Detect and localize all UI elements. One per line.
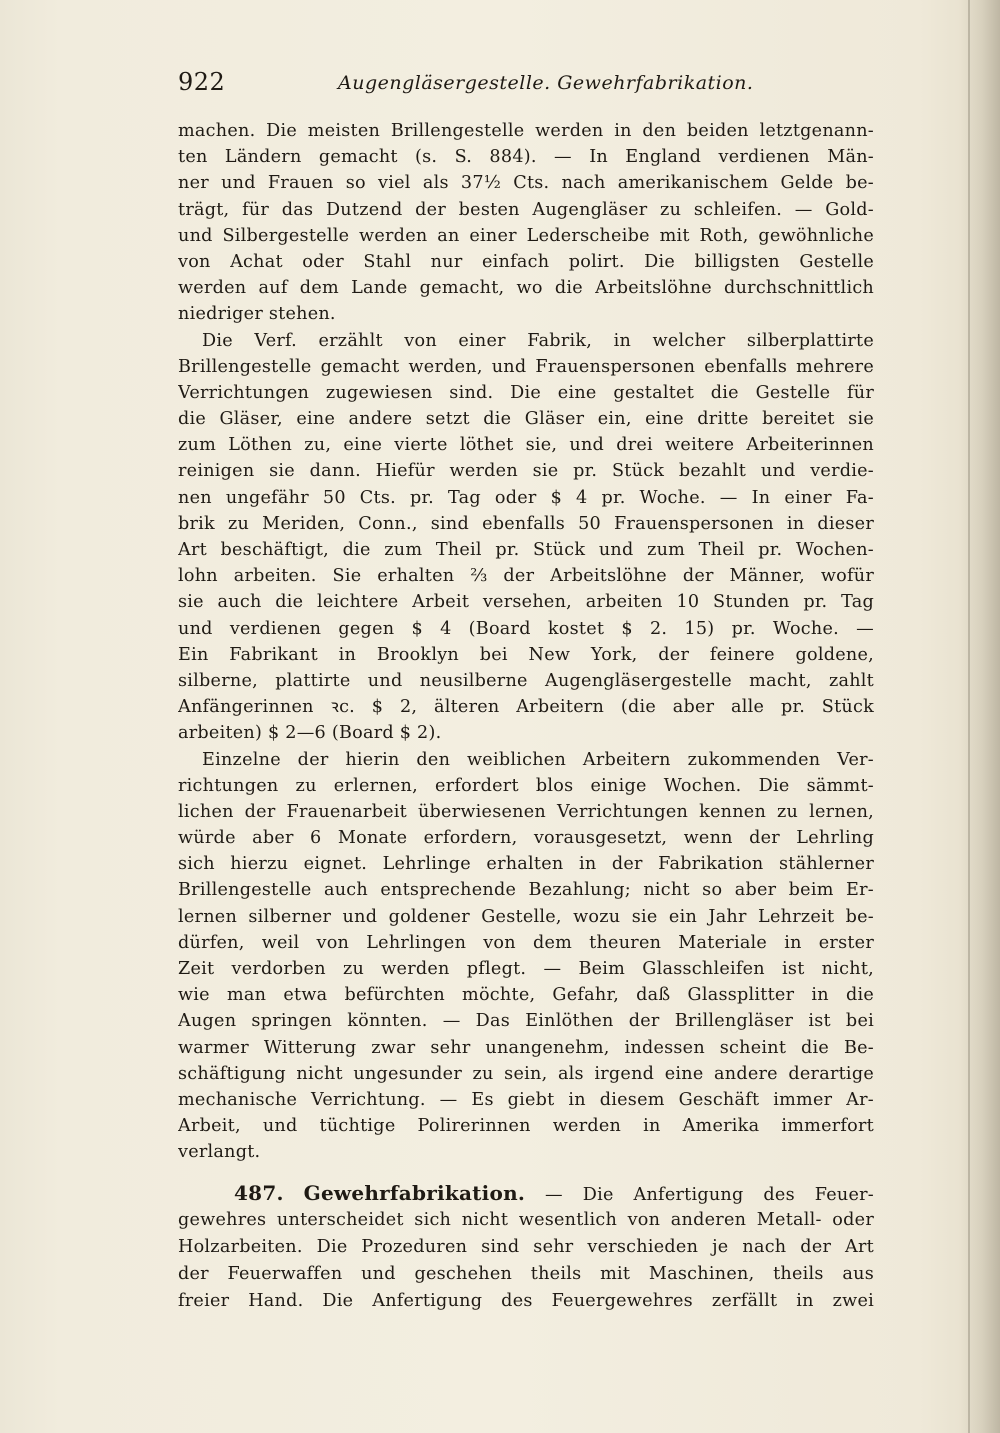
- text-line: Zeit verdorben zu werden pflegt. — Beim Glasschleifen ist nicht,: [178, 959, 874, 979]
- text-line: schäftigung nicht ungesunder zu sein, als irgend eine andere derartige: [178, 1063, 874, 1084]
- text-line: Brillengestelle gemacht werden, und Frauenspersonen ebenfalls mehrere: [178, 356, 874, 377]
- page-header: [178, 68, 878, 104]
- text-line: silberne, plattirte und neusilberne Augengläsergestelle macht, zahlt: [178, 670, 874, 691]
- text-line: sich hierzu eignet. Lehrlinge erhalten in der Fabrikation stählerner: [178, 854, 874, 875]
- text-line: und verdienen gegen $ 4 (Board kostet $ 2. 15) pr. Woche. —: [178, 618, 874, 639]
- text-line: lernen silberner und goldener Gestelle, wozu sie ein Jahr Lehrzeit be-: [178, 906, 874, 927]
- text-line: die Gläser, eine andere setzt die Gläser ein, eine dritte bereitet sie: [178, 409, 874, 430]
- text-line: zum Löthen zu, eine vierte löthet sie, und drei weitere Arbeiterinnen: [178, 435, 874, 456]
- text-line: dürfen, weil von Lehrlingen von dem theuren Materiale in erster: [178, 932, 874, 953]
- text-line: lohn arbeiten. Sie erhalten ⅔ der Arbeitslöhne der Männer, wofür: [178, 566, 874, 587]
- text-line: richtungen zu erlernen, erfordert blos einige Wochen. Die sämmt-: [178, 775, 874, 796]
- section-number: 487.: [234, 1181, 284, 1205]
- text-line: mechanische Verrichtung. — Es giebt in diesem Geschäft immer Ar-: [178, 1089, 874, 1110]
- page-number: 922: [178, 68, 226, 96]
- text-line: reinigen sie dann. Hiefür werden sie pr. Stück bezahlt und verdie-: [178, 461, 874, 482]
- text-line: niedriger stehen.: [178, 304, 336, 325]
- section-heading-line: [178, 1180, 874, 1207]
- section-first-line-text: — Die Anfertigung des Feuer-: [545, 1185, 874, 1205]
- text-line: wie man etwa befürchten möchte, Gefahr, daß Glassplitter in die: [178, 985, 874, 1006]
- text-line: ten Ländern gemacht (s. S. 884). — In England verdienen Män-: [178, 147, 874, 168]
- text-line: Die Verf. erzählt von einer Fabrik, in welcher silberplattirte: [202, 330, 874, 351]
- section-title: Gewehrfabrikation.: [303, 1181, 526, 1205]
- page-edge-shadow: [960, 0, 1000, 1433]
- running-head: Augengläsergestelle. Gewehrfabrikation.: [338, 72, 754, 94]
- text-line: warmer Witterung zwar sehr unangenehm, indessen scheint die Be-: [178, 1037, 874, 1058]
- text-line: der Feuerwaffen und geschehen theils mit Maschinen, theils aus: [178, 1264, 874, 1284]
- text-line: Augen springen könnten. — Das Einlöthen der Brillengläser ist bei: [178, 1011, 874, 1032]
- page-gutter-line: [968, 0, 970, 1433]
- text-line: lichen der Frauenarbeit überwiesenen Verrichtungen kennen zu lernen,: [178, 801, 874, 822]
- text-line: und Silbergestelle werden an einer Lederscheibe mit Roth, gewöhnliche: [178, 225, 874, 246]
- text-line: Verrichtungen zugewiesen sind. Die eine gestaltet die Gestelle für: [178, 382, 874, 403]
- text-line: sie auch die leichtere Arbeit versehen, arbeiten 10 Stunden pr. Tag: [178, 592, 874, 613]
- text-line: gewehres unterscheidet sich nicht wesentlich von anderen Metall- oder: [178, 1210, 874, 1230]
- text-line: Holzarbeiten. Die Prozeduren sind sehr verschieden je nach der Art: [178, 1237, 874, 1257]
- text-line: verlangt.: [178, 1142, 261, 1163]
- text-line: Einzelne der hierin den weiblichen Arbeitern zukommenden Ver-: [202, 749, 874, 770]
- text-line: Anfängerinnen ꝛc. $ 2, älteren Arbeitern (die aber alle pr. Stück: [178, 697, 874, 718]
- text-line: trägt, für das Dutzend der besten Augengläser zu schleifen. — Gold-: [178, 199, 874, 220]
- text-line: würde aber 6 Monate erfordern, vorausgesetzt, wenn der Lehrling: [178, 828, 874, 849]
- section-487: [178, 1180, 874, 1315]
- text-line: Arbeit, und tüchtige Polirerinnen werden in Amerika immerfort: [178, 1116, 874, 1137]
- text-line: brik zu Meriden, Conn., sind ebenfalls 50 Frauenspersonen in dieser: [178, 513, 874, 534]
- text-line: von Achat oder Stahl nur einfach polirt. Die billigsten Gestelle: [178, 251, 874, 272]
- text-line: ner und Frauen so viel als 37½ Cts. nach amerikanischem Gelde be-: [178, 173, 874, 194]
- text-line: nen ungefähr 50 Cts. pr. Tag oder $ 4 pr. Woche. — In einer Fa-: [178, 487, 874, 508]
- text-line: Ein Fabrikant in Brooklyn bei New York, der feinere goldene,: [178, 644, 874, 665]
- body-text: [178, 118, 874, 1166]
- text-line: arbeiten) $ 2—6 (Board $ 2).: [178, 723, 442, 744]
- text-line: Art beschäftigt, die zum Theil pr. Stück und zum Theil pr. Wochen-: [178, 540, 874, 560]
- text-line: werden auf dem Lande gemacht, wo die Arbeitslöhne durchschnittlich: [178, 278, 874, 299]
- text-line: freier Hand. Die Anfertigung des Feuergewehres zerfällt in zwei: [178, 1291, 874, 1311]
- text-line: machen. Die meisten Brillengestelle werden in den beiden letztgenann-: [178, 121, 874, 141]
- text-line: Brillengestelle auch entsprechende Bezahlung; nicht so aber beim Er-: [178, 880, 874, 901]
